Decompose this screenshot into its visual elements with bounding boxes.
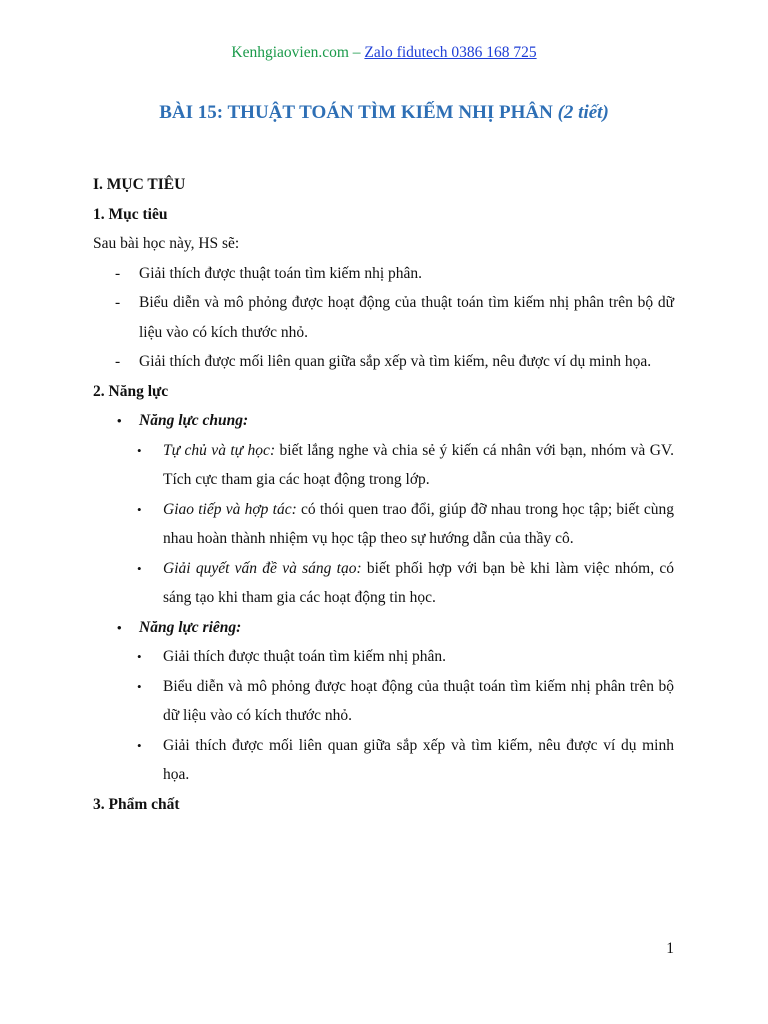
general-competency-item xyxy=(93,554,674,613)
objective-item xyxy=(93,347,674,377)
bullet-icon: • xyxy=(117,413,122,428)
competency-lead: Giao tiếp và hợp tác: xyxy=(163,500,297,518)
site-name: Kenhgiaovien.com xyxy=(231,44,349,61)
competency-lead: Tự chủ và tự học: xyxy=(163,441,276,459)
objectives-intro: Sau bài học này, HS sẽ: xyxy=(93,235,240,252)
header-separator: – xyxy=(348,44,365,61)
general-competency-item xyxy=(93,495,674,554)
specific-competency-label xyxy=(93,613,674,643)
competency-text: có thói quen trao đổi, giúp đỡ nhau trong học tập; biết cùng nhau hoàn thành nhiệm vụ học tập theo sự hướng dẫn của thầy cô. xyxy=(163,500,674,547)
lesson-title-main: BÀI 15: THUẬT TOÁN TÌM KIẾM NHỊ PHÂN xyxy=(159,102,558,123)
dash-bullet: - xyxy=(115,353,121,370)
bullet-icon: • xyxy=(137,649,142,664)
bullet-icon: • xyxy=(137,501,142,517)
competency-text: biết phối hợp với bạn bè khi làm việc nhóm, có sáng tạo khi tham gia các hoạt động tin học. xyxy=(163,559,675,606)
specific-competency-item xyxy=(93,672,674,731)
objective-item xyxy=(93,259,674,289)
document-body xyxy=(93,170,674,819)
objective-text: Giải thích được thuật toán tìm kiếm nhị phân. xyxy=(139,264,423,282)
subheading-qualities: 3. Phẩm chất xyxy=(93,795,180,813)
competency-lead: Giải quyết vấn đề và sáng tạo: xyxy=(163,559,362,577)
specific-competency-item xyxy=(93,642,674,672)
subheading-objectives: 1. Mục tiêu xyxy=(93,205,168,223)
lesson-title xyxy=(0,102,768,124)
subheading-competencies: 2. Năng lực xyxy=(93,382,169,400)
zalo-contact-link[interactable]: Zalo fidutech 0386 168 725 xyxy=(364,44,537,61)
bullet-icon: • xyxy=(137,560,142,576)
competency-text: Biểu diễn và mô phỏng được hoạt động của thuật toán tìm kiếm nhị phân trên bộ dữ liệu vào có kích thước nhỏ. xyxy=(163,677,674,724)
competency-text: Giải thích được mối liên quan giữa sắp xếp và tìm kiếm, nêu được ví dụ minh họa. xyxy=(163,736,674,783)
bullet-icon: • xyxy=(137,678,142,694)
page-number: 1 xyxy=(666,940,674,957)
bullet-icon: • xyxy=(137,737,142,753)
bullet-icon: • xyxy=(137,442,142,458)
lesson-duration: (2 tiết) xyxy=(557,102,609,123)
dash-bullet: - xyxy=(115,294,121,311)
competency-text: biết lắng nghe và chia sẻ ý kiến cá nhân với bạn, nhóm và GV. Tích cực tham gia các hoạt động trong lớp. xyxy=(163,441,674,488)
competency-text: Giải thích được thuật toán tìm kiếm nhị phân. xyxy=(163,648,447,665)
section-heading-objectives: I. MỤC TIÊU xyxy=(93,176,186,193)
category-label: Năng lực riêng: xyxy=(139,618,242,636)
general-competency-label xyxy=(93,406,674,436)
objective-text: Biểu diễn và mô phỏng được hoạt động của thuật toán tìm kiếm nhị phân trên bộ dữ liệu vào có kích thước nhỏ. xyxy=(139,294,674,341)
bullet-icon: • xyxy=(117,619,122,635)
objective-item xyxy=(93,288,674,347)
general-competency-item xyxy=(93,436,674,495)
dash-bullet: - xyxy=(115,264,121,282)
page-header xyxy=(0,44,768,62)
category-label: Năng lực chung: xyxy=(139,412,249,429)
objective-text: Giải thích được mối liên quan giữa sắp xếp và tìm kiếm, nêu được ví dụ minh họa. xyxy=(139,353,652,370)
specific-competency-item xyxy=(93,731,674,790)
